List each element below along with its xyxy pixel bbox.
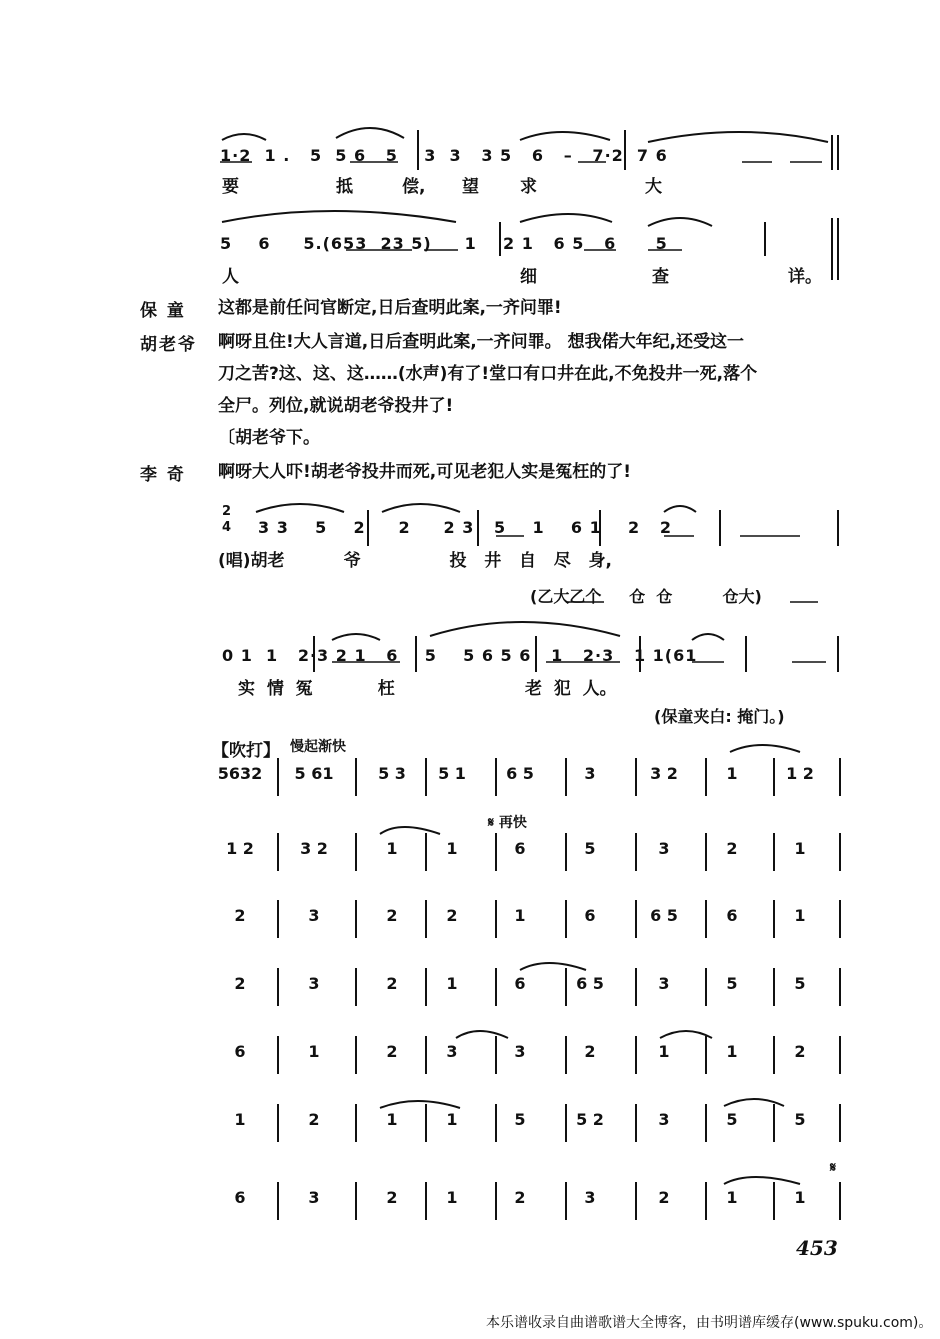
score1-row1-notes: 1·2 1 . 5 5 6 5 3 3 3 5 6 – 7·2 7 6 [220,146,668,165]
page-number: 453 [796,1236,838,1260]
grid-cell: 1 [386,839,398,858]
grid-cell: 6 [514,974,526,993]
grid-cell: 1 [726,764,738,783]
segno-end-marker: 𝄋 [830,1160,837,1176]
grid-cell: 5 2 [576,1110,604,1129]
slur [660,1031,712,1038]
grid-cell: 1 [794,1188,806,1207]
speaker-label: 保 童 [140,301,186,321]
grid-cell: 5 1 [438,764,466,783]
dialogue-line: 这都是前任问官断定,日后查明此案,一齐问罪! [218,298,562,318]
grid-cell: 3 [584,764,596,783]
speaker-label: 胡老爷 [140,335,197,355]
grid-cell: 3 2 [300,839,328,858]
grid-cell: 6 5 [576,974,604,993]
grid-cell: 5 [726,974,738,993]
grid-cell: 1 [726,1188,738,1207]
lyric: 偿, [402,177,426,197]
lyric: 求 [520,177,537,197]
speaker-label: 李 奇 [140,465,186,485]
grid-cell: 1 2 [226,839,254,858]
score1-row2-notes: 5 6 5.(653 23 5) 1 2 1 6 5 6 5 [220,234,668,253]
segno-marker: 𝄋 再快 [488,815,527,831]
grid-cell: 1 [794,906,806,925]
lyric: 大 [645,177,662,197]
grid-cell: 3 2 [650,764,678,783]
grid-cell: 3 [658,1110,670,1129]
lyric: 抵 [336,177,353,197]
grid-cell: 2 [514,1188,526,1207]
grid-cell: 5 [726,1110,738,1129]
score2-row1-notes: 3 3 5 2 2 2 3 5 1 6 1 2 2 [258,518,672,537]
lyric: 细 [520,267,537,287]
lyric: 人 [222,267,239,287]
grid-cell: 1 [234,1110,246,1129]
score2-row1-lyrics: (唱)胡老 爷 投 井 自 尽 身, [218,551,612,571]
grid-cell: 2 [386,906,398,925]
grid-cell: 2 [234,906,246,925]
grid-cell: 6 5 [650,906,678,925]
grid-cell: 6 [514,839,526,858]
grid-cell: 6 5 [506,764,534,783]
grid-cell: 1 [446,839,458,858]
grid-cell: 1 [794,839,806,858]
dialogue-line: 啊呀大人吓!胡老爷投井而死,可见老犯人实是冤枉的了! [218,462,631,482]
grid-cell: 2 [658,1188,670,1207]
grid-cell: 3 [584,1188,596,1207]
grid-cell: 2 [308,1110,320,1129]
grid-cell: 2 [386,1042,398,1061]
percussion-line: (乙大乙个 仓 仓 仓大) [530,587,762,606]
grid-cell: 5 3 [378,764,406,783]
grid-cell: 1 [308,1042,320,1061]
grid-cell: 1 [386,1110,398,1129]
grid-cell: 3 [446,1042,458,1061]
score2-row2-lyrics: 实 情 冤 枉 老 犯 人。 [238,679,617,699]
grid-cell: 3 [308,974,320,993]
grid-cell: 6 [726,906,738,925]
dialogue-line: 啊呀且住!大人言道,日后查明此案,一齐问罪。 想我偌大年纪,还受这一 [218,332,745,352]
slur [730,745,800,752]
grid-cell: 2 [794,1042,806,1061]
grid-cell: 1 [658,1042,670,1061]
grid-cell: 3 [308,1188,320,1207]
time-signature-bottom: 4 [222,520,233,535]
lyric: 望 [462,177,479,197]
grid-cell: 5 [514,1110,526,1129]
aside-text: (保童夹白: 掩门。) [654,707,785,726]
grid-cell: 5 [794,1110,806,1129]
grid-cell: 2 [584,1042,596,1061]
grid-cell: 1 [726,1042,738,1061]
grid-cell: 2 [446,906,458,925]
dialogue-line: 全尸。列位,就说胡老爷投井了! [218,396,454,416]
grid-cell: 6 [234,1042,246,1061]
tempo-marking: 慢起渐快 [290,739,346,755]
grid-cell: 2 [726,839,738,858]
grid-cell: 2 [386,974,398,993]
grid-cell: 5 [794,974,806,993]
slur [724,1177,800,1184]
lyric: 查 [652,267,669,287]
grid-cell: 6 [584,906,596,925]
lyric: 要 [222,177,239,197]
score2-row2-notes: 0 1 1 2·3 2 1 6 5 5 6 5 6 1 2·3 1 1(61 [222,646,698,665]
grid-cell: 5 61 [294,764,334,783]
grid-cell: 5632 [217,764,263,783]
grid-cell: 5 [584,839,596,858]
grid-cell: 1 [514,906,526,925]
slur [520,963,586,970]
grid-cell: 1 2 [786,764,814,783]
grid-cell: 2 [234,974,246,993]
grid-cell: 3 [514,1042,526,1061]
grid-cell: 2 [386,1188,398,1207]
grid-cell: 1 [446,1110,458,1129]
grid-cell: 3 [658,974,670,993]
section-label: 【吹打】 [212,741,280,761]
grid-cell: 3 [308,906,320,925]
slur [456,1031,508,1038]
time-signature-top: 2 [222,504,233,519]
grid-cell: 1 [446,974,458,993]
slur [380,827,440,834]
slur [380,1101,460,1108]
footer-text: 本乐谱收录自曲谱歌谱大全博客，由书明谱库缓存(www.spuku.com)。 [486,1315,933,1331]
grid-cell: 6 [234,1188,246,1207]
lyric: 详。 [788,267,822,287]
dialogue-line: 刀之苦?这、这、这……(水声)有了!堂口有口井在此,不免投井一死,落个 [218,364,758,384]
grid-cell: 1 [446,1188,458,1207]
stage-direction: 〔胡老爷下。 [218,428,320,448]
grid-cell: 3 [658,839,670,858]
